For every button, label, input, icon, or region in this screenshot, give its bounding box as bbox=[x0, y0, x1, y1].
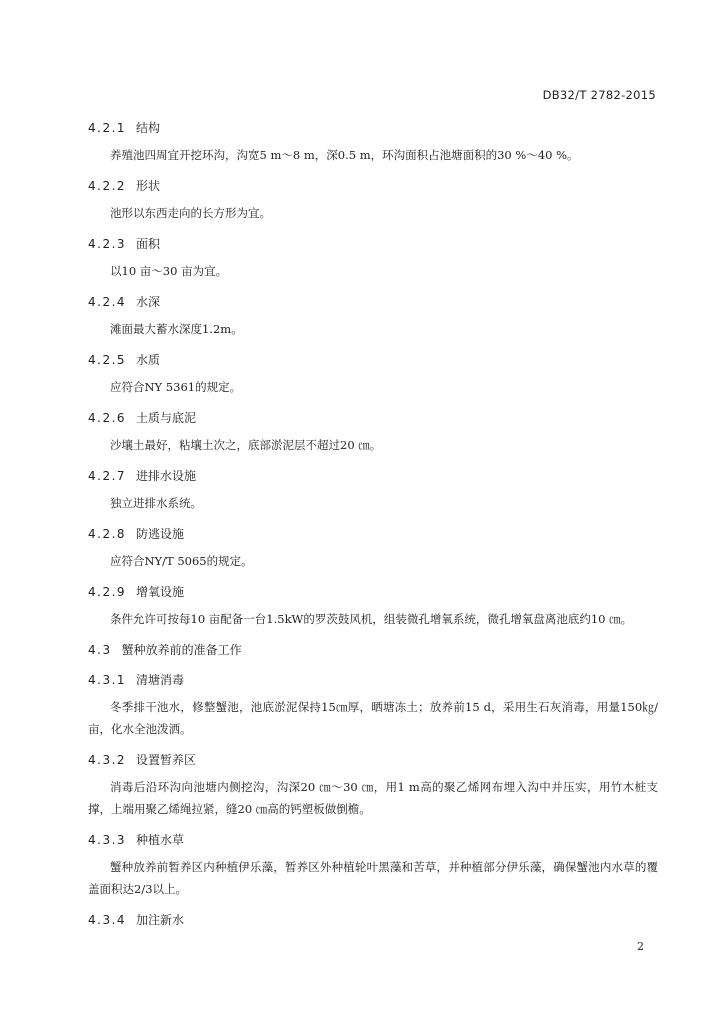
section-heading bbox=[88, 670, 658, 690]
section-number: 4.2.4 bbox=[88, 295, 127, 309]
section-heading bbox=[88, 910, 658, 930]
section-heading bbox=[88, 176, 658, 196]
section-number: 4.2.9 bbox=[88, 585, 127, 599]
section-4-2-2 bbox=[88, 176, 658, 224]
section-4-2-4 bbox=[88, 292, 658, 340]
section-text: 冬季排干池水，修整蟹池，池底淤泥保持15㎝厚，晒塘冻土；放养前15 d，采用生石灰消毒，用量150㎏/亩，化水全池泼洒。 bbox=[88, 700, 658, 736]
section-title: 设置暂养区 bbox=[136, 753, 197, 767]
section-4-2-9 bbox=[88, 582, 658, 630]
section-title: 水质 bbox=[136, 353, 161, 367]
page-number: 2 bbox=[637, 940, 644, 953]
section-4-3-4 bbox=[88, 910, 658, 930]
section-text: 池形以东西走向的长方形为宜。 bbox=[110, 206, 271, 220]
section-title: 蟹种放养前的准备工作 bbox=[121, 643, 242, 657]
section-heading bbox=[88, 234, 658, 254]
section-heading bbox=[88, 830, 658, 850]
section-heading bbox=[88, 118, 658, 138]
section-title: 形状 bbox=[136, 179, 161, 193]
section-title: 进排水设施 bbox=[136, 469, 197, 483]
section-number: 4.2.5 bbox=[88, 353, 127, 367]
section-heading bbox=[88, 750, 658, 770]
section-heading bbox=[88, 466, 658, 486]
section-number: 4.2.8 bbox=[88, 527, 127, 541]
section-4-3-2 bbox=[88, 750, 658, 820]
section-text: 蟹种放养前暂养区内种植伊乐藻，暂养区外种植轮叶黑藻和苦草，并种植部分伊乐藻，确保蟹池内水草的覆盖面积达2/3以上。 bbox=[88, 860, 658, 896]
section-heading bbox=[88, 582, 658, 602]
section-title: 增氧设施 bbox=[136, 585, 185, 599]
section-text: 以10 亩～30 亩为宜。 bbox=[110, 264, 228, 278]
sections-container bbox=[88, 118, 658, 930]
section-heading bbox=[88, 350, 658, 370]
document-code: DB32/T 2782-2015 bbox=[542, 88, 656, 102]
section-4-2-5 bbox=[88, 350, 658, 398]
section-heading bbox=[88, 292, 658, 312]
section-title: 种植水草 bbox=[136, 833, 185, 847]
section-title: 清塘消毒 bbox=[136, 673, 185, 687]
section-text: 滩面最大蓄水深度1.2m。 bbox=[110, 322, 243, 336]
section-text: 消毒后沿环沟向池塘内侧挖沟，沟深20 ㎝～30 ㎝，用1 m高的聚乙烯网布埋入沟中并压实，用竹木桩支撑，上端用聚乙烯绳拉紧，缝20 ㎝高的钙塑板做倒檐。 bbox=[88, 780, 658, 816]
section-heading bbox=[88, 640, 658, 660]
section-title: 土质与底泥 bbox=[136, 411, 197, 425]
section-title: 面积 bbox=[136, 237, 161, 251]
section-4-2-3 bbox=[88, 234, 658, 282]
section-title: 加注新水 bbox=[136, 913, 185, 927]
section-4-3 bbox=[88, 640, 658, 660]
section-4-2-6 bbox=[88, 408, 658, 456]
section-number: 4.2.6 bbox=[88, 411, 127, 425]
section-number: 4.2.7 bbox=[88, 469, 127, 483]
section-text: 沙壤土最好，粘壤土次之，底部淤泥层不超过20 ㎝。 bbox=[110, 438, 382, 452]
section-number: 4.3.3 bbox=[88, 833, 127, 847]
section-heading bbox=[88, 408, 658, 428]
section-4-3-3 bbox=[88, 830, 658, 900]
section-number: 4.2.3 bbox=[88, 237, 127, 251]
section-number: 4.3.4 bbox=[88, 913, 127, 927]
section-number: 4.2.2 bbox=[88, 179, 127, 193]
section-number: 4.2.1 bbox=[88, 121, 127, 135]
section-4-2-8 bbox=[88, 524, 658, 572]
section-4-3-1 bbox=[88, 670, 658, 740]
section-text: 应符合NY 5361的规定。 bbox=[110, 380, 242, 394]
section-title: 防逃设施 bbox=[136, 527, 185, 541]
section-title: 结构 bbox=[136, 121, 161, 135]
section-text: 条件允许可按每10 亩配备一台1.5kW的罗茨鼓风机，组装微孔增氧系统，微孔增氧盘离池底约10 ㎝。 bbox=[110, 612, 633, 626]
section-text: 养殖池四周宜开挖环沟，沟宽5 m～8 m，深0.5 m，环沟面积占池塘面积的30 %～40 %。 bbox=[110, 148, 579, 162]
section-text: 独立进排水系统。 bbox=[110, 496, 202, 510]
section-number: 4.3.2 bbox=[88, 753, 127, 767]
section-text: 应符合NY/T 5065的规定。 bbox=[110, 554, 253, 568]
section-title: 水深 bbox=[136, 295, 161, 309]
section-4-2-1 bbox=[88, 118, 658, 166]
section-heading bbox=[88, 524, 658, 544]
section-4-2-7 bbox=[88, 466, 658, 514]
section-number: 4.3.1 bbox=[88, 673, 127, 687]
section-number: 4.3 bbox=[88, 643, 112, 657]
